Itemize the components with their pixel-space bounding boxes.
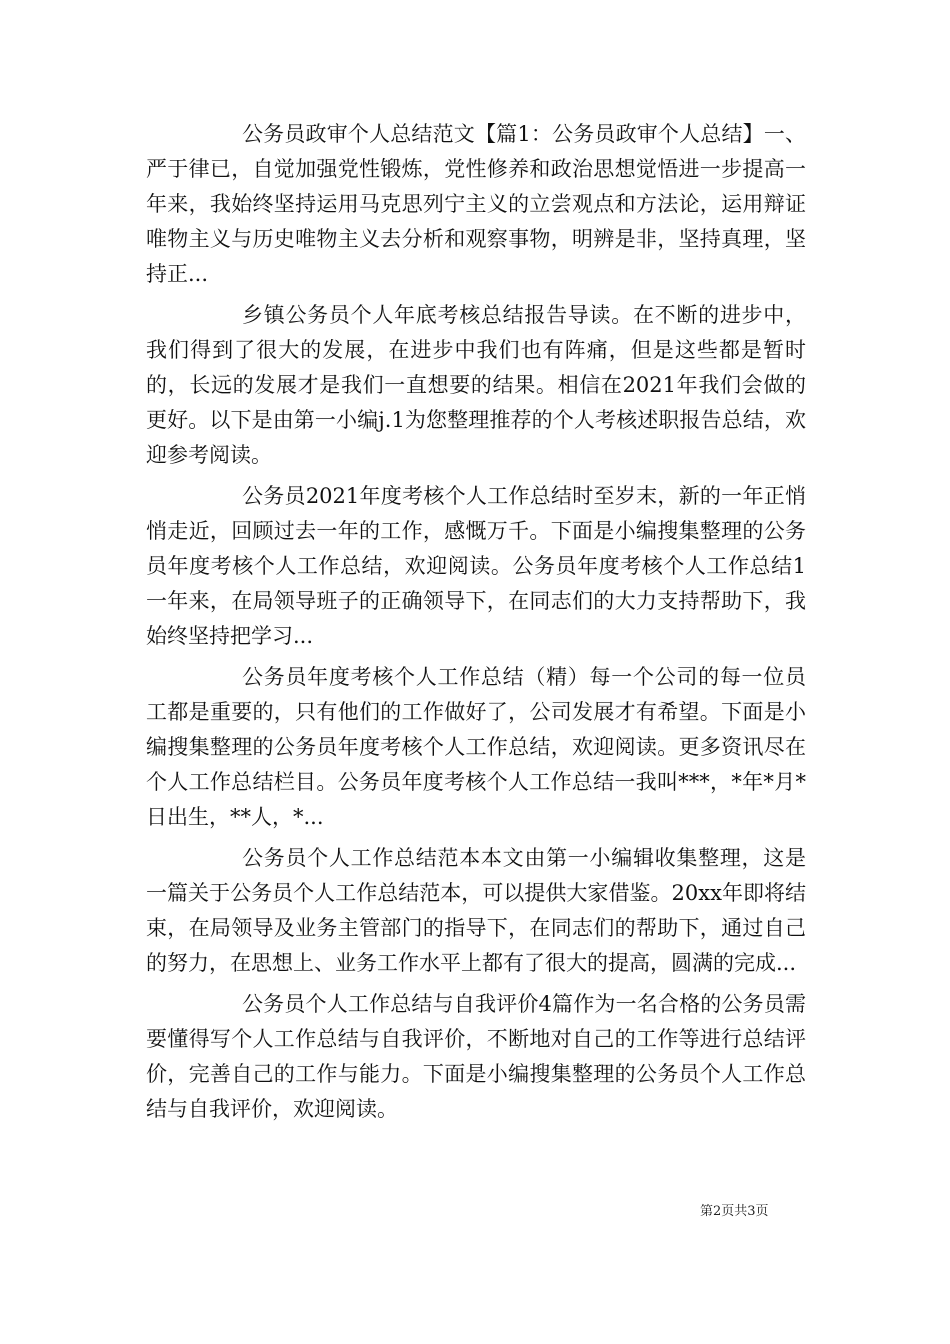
paragraph-2: 乡镇公务员个人年底考核总结报告导读。在不断的进步中，我们得到了很大的发展，在进步中我们也有阵痛，但是这些都是暂时的，长远的发展才是我们一直想要的结果。相信在2021年我们会做的更好。以下是由第一小编j.1为您整理推荐的个人考核述职报告总结，欢迎参考阅读。 [146, 303, 806, 467]
document-body [146, 117, 806, 1133]
paragraph-4: 公务员年度考核个人工作总结（精）每一个公司的每一位员工都是重要的，只有他们的工作做好了，公司发展才有希望。下面是小编搜集整理的公务员年度考核个人工作总结，欢迎阅读。更多资讯尽在个人工作总结栏目。公务员年度考核个人工作总结一我叫***，*年*月*日出生，**人，*... [146, 665, 806, 829]
paragraph-1: 公务员政审个人总结范文【篇1：公务员政审个人总结】一、严于律已，自觉加强党性锻炼，党性修养和政治思想觉悟进一步提高一年来，我始终坚持运用马克思列宁主义的立尝观点和方法论，运用辩证唯物主义与历史唯物主义去分析和观察事物，明辨是非，坚持真理，坚持正... [146, 122, 806, 286]
paragraph-3: 公务员2021年度考核个人工作总结时至岁末，新的一年正悄悄走近，回顾过去一年的工作，感慨万千。下面是小编搜集整理的公务员年度考核个人工作总结，欢迎阅读。公务员年度考核个人工作总结1一年来，在局领导班子的正确领导下，在同志们的大力支持帮助下，我始终坚持把学习... [146, 484, 806, 648]
paragraph-6: 公务员个人工作总结与自我评价4篇作为一名合格的公务员需要懂得写个人工作总结与自我评价，不断地对自己的工作等进行总结评价，完善自己的工作与能力。下面是小编搜集整理的公务员个人工作总结与自我评价，欢迎阅读。 [146, 992, 806, 1121]
paragraph-5: 公务员个人工作总结范本本文由第一小编辑收集整理，这是一篇关于公务员个人工作总结范本，可以提供大家借鉴。20xx年即将结束，在局领导及业务主管部门的指导下，在同志们的帮助下，通过自己的努力，在思想上、业务工作水平上都有了很大的提高，圆满的完成... [146, 846, 806, 975]
page-number-footer: 第2页共3页 [700, 1204, 769, 1219]
